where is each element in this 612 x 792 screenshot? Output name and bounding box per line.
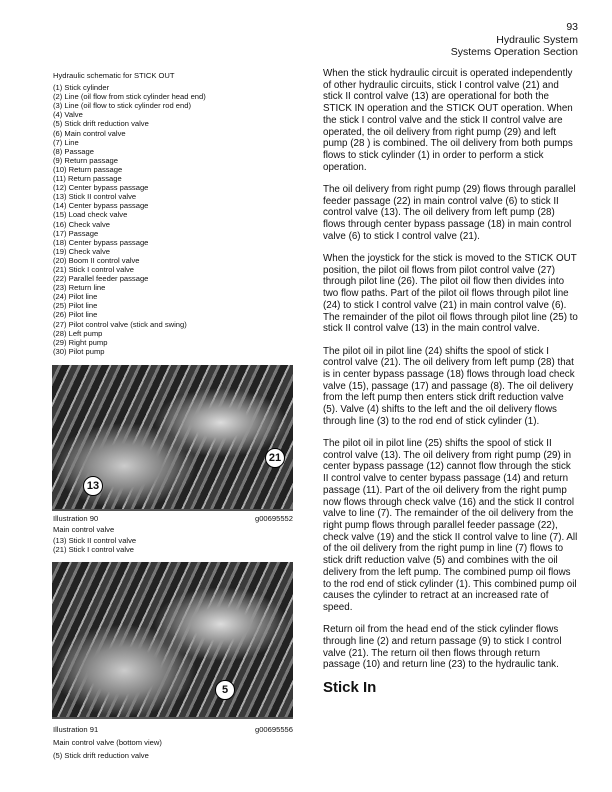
callout-21: 21 (265, 448, 285, 468)
illustration-label: Illustration 91 (53, 725, 99, 734)
legend-item: (14) Center bypass passage (53, 201, 149, 211)
page-number: 93 (566, 21, 578, 33)
legend-item: (30) Pilot pump (53, 346, 105, 356)
paragraph: The pilot oil in pilot line (25) shifts the spool of stick II control valve (13). The oil delivery from right pump (29) in center bypass passage (12) cannot flow through the stick II control valve to center bypass passage (14) and return passage (11). Part of the oil delivery from the right pump now flows through check valve (16) and the stick II control valve to line (7). The remainder of the oil delivery from the right pump flows through parallel feeder passage (22), check valve (19) and the stick II control valve to line (7). All of the oil delivery from the right pump in line (7) flows to stick drift reduction valve (5) and combines with the oil delivery from the left pump. The combined pump oil flows to the rod end of stick cylinder (1). This combined pump oil causes the cylinder to retract at an increased rate of speed. (323, 438, 578, 613)
legend-item: (6) Main control valve (53, 128, 126, 138)
subsection-title: Systems Operation Section (450, 46, 578, 58)
callout-13: 13 (83, 476, 103, 496)
illustration-title: Main control valve (bottom view) (53, 738, 162, 747)
legend-item: (11) Return passage (53, 174, 122, 184)
legend-item: (18) Center bypass passage (53, 237, 149, 247)
graphic-id: g00695552 (254, 514, 293, 523)
legend-item: (16) Check valve (53, 219, 110, 229)
caption-item: (5) Stick drift reduction valve (53, 751, 149, 760)
legend-item: (4) Valve (53, 110, 83, 120)
legend-item: (24) Pilot line (53, 292, 98, 302)
section-heading: Stick In (323, 678, 377, 696)
legend-item: (2) Line (oil flow from stick cylinder head end) (53, 92, 206, 102)
illustration-91-photo (52, 562, 293, 719)
illustration-91-caption (53, 725, 293, 760)
legend-item: (10) Return passage (53, 164, 123, 174)
legend-item: (27) Pilot control valve (stick and swing) (53, 319, 187, 329)
legend-item: (26) Pilot line (53, 310, 98, 320)
legend-item: (5) Stick drift reduction valve (53, 119, 149, 129)
legend-item: (21) Stick I control valve (53, 264, 135, 274)
paragraph: The pilot oil in pilot line (24) shifts the spool of stick I control valve (21). The oil delivery from left pump (28) that is in center bypass passage (18) flows through load check valve (15), passage (17) and passage (8). The oil delivery from the left pump then enters stick drift reduction valve (5). Valve (4) shifts to the left and the oil delivery flows through line (3) to the rod end of stick cylinder (1). (323, 345, 575, 427)
schematic-title: Hydraulic schematic for STICK OUT (53, 71, 175, 80)
legend-item: (25) Pilot line (53, 301, 98, 311)
legend-item: (9) Return passage (53, 155, 119, 165)
callout-5: 5 (215, 680, 235, 700)
legend-item: (8) Passage (53, 146, 94, 156)
legend-item: (23) Return line (53, 283, 106, 293)
caption-item: (13) Stick II control valve (53, 536, 137, 545)
paragraph: The oil delivery from right pump (29) flows through parallel feeder passage (22) in main control valve (6) to stick II control valve (13). The oil delivery from left pump (28) flows through center bypass passage (18) in main control valve (6) to stick I control valve (21). (323, 183, 576, 242)
legend-item: (19) Check valve (53, 246, 110, 256)
illustration-90-caption (53, 514, 293, 554)
legend-item: (15) Load check valve (53, 210, 128, 220)
illustration-90-photo (52, 365, 293, 511)
legend-item: (1) Stick cylinder (53, 83, 110, 93)
section-title: Hydraulic System (496, 34, 578, 46)
body-text (323, 68, 578, 696)
legend-item: (17) Passage (53, 228, 99, 238)
legend-item: (20) Boom II control valve (53, 255, 140, 265)
caption-item: (21) Stick I control valve (53, 545, 135, 554)
legend-item: (12) Center bypass passage (53, 183, 149, 193)
legend-item: (13) Stick II control valve (53, 192, 137, 202)
legend-item: (29) Right pump (53, 337, 108, 347)
paragraph: Return oil from the head end of the stick cylinder flows through line (2) and return passage (9) to stick I control valve (21). The return oil then flows through return passage (10) and return line (23) to the hydraulic tank. (323, 624, 562, 671)
illustration-label: Illustration 90 (53, 514, 99, 523)
legend-item: (7) Line (53, 137, 79, 147)
paragraph: When the stick hydraulic circuit is operated independently of other hydraulic circuits, stick I control valve (21) and stick II control valve (13) are operational for both the STICK IN operation and the STICK OUT operation. When the stick I control valve and the stick II control valve are operated, the oil delivery from right pump (29) and left pump (28 ) is combined. The oil delivery from both pumps flows to stick cylinder (1) in order to perform a stick operation. (323, 68, 573, 173)
paragraph: When the joystick for the stick is moved to the STICK OUT position, the pilot oil flows from pilot control valve (27) through pilot line (26). The pilot oil flow then divides into two flow paths. Part of the pilot oil flows through pilot line (24) to stick I control valve (21) in main control valve (6). The remainder of the pilot oil flows through pilot line (25) to stick II control valve (13) in the main control valve. (323, 253, 578, 335)
legend-item: (22) Parallel feeder passage (53, 274, 149, 284)
legend-item: (28) Left pump (53, 328, 103, 338)
illustration-title: Main control valve (53, 525, 115, 534)
graphic-id: g00695556 (254, 725, 293, 734)
legend-item: (3) Line (oil flow to stick cylinder rod end) (53, 101, 192, 111)
schematic-legend (53, 71, 298, 356)
